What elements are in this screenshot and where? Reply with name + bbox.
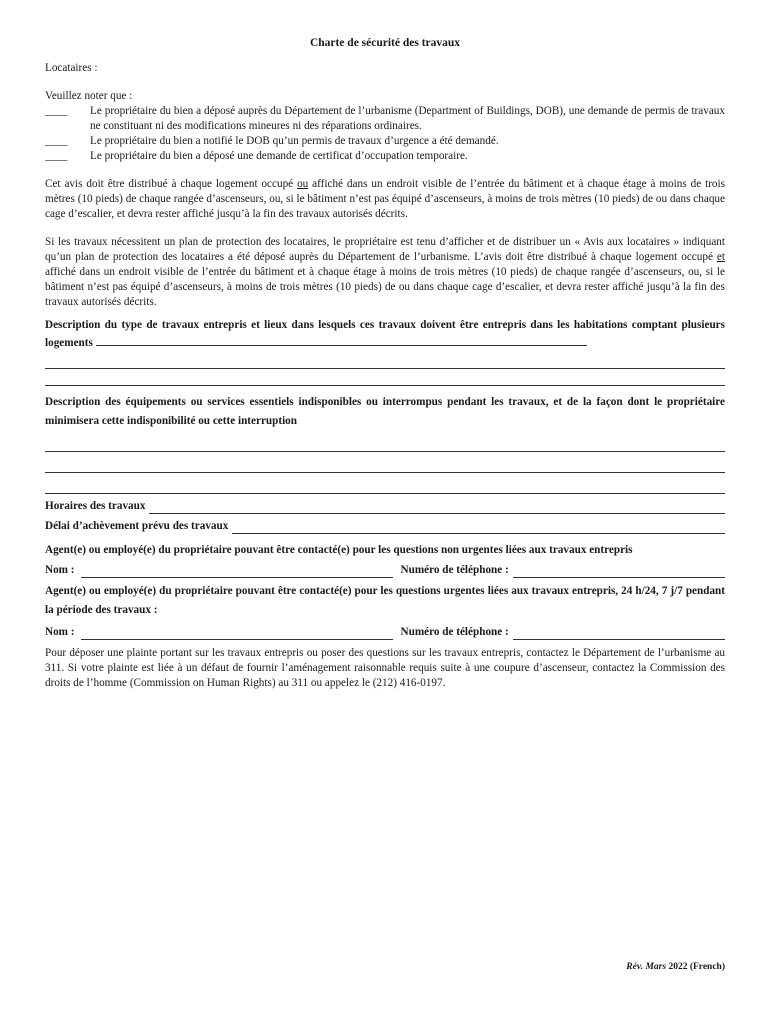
complaint-paragraph: Pour déposer une plainte portant sur les travaux entrepris ou poser des questions sur les travaux entrepris, contactez le Département de l’urbanisme au 311. Si votre plainte est liée à un défaut de fournir l’aménagement raisonnable requis suite à une coupure d’ascenseur, contactez la Commission des droits de l’homme (Commission on Human Rights) au 311 ou appelez le (212) 416-0197. [45,647,725,689]
work-description-section [45,316,725,386]
checkbox-item-emergency[interactable] [45,134,725,149]
work-description-label [45,316,725,352]
equipment-label: Description des équipements ou services essentiels indisponibles ou interrompus pendant les travaux, et de la façon dont le propriétaire minimisera cette indisponibilité ou cette interruption [45,396,725,427]
nonurgent-contact-row [45,560,725,578]
work-hours-label: Horaires des travaux [45,500,146,512]
nonurgent-phone-field[interactable] [513,566,725,578]
nonurgent-name-field[interactable] [81,566,393,578]
equipment-field[interactable] [45,452,725,473]
phone-label: Numéro de téléphone : [400,564,509,576]
para-text: Cet avis doit être distribué à chaque logement occupé [45,178,298,190]
revision-label: Rév. Mars [626,962,667,972]
checkbox-blank[interactable]: ____ [45,135,68,147]
equipment-section [45,393,725,494]
page-title: Charte de sécurité des travaux [309,37,461,49]
protection-plan-paragraph [45,235,725,310]
note-label: Veuillez noter que : [45,90,133,102]
work-description-field[interactable] [45,369,725,386]
para-text: affiché dans un endroit visible de l’entrée du bâtiment et à chaque étage à moins de trois mètres (10 pieds) de chaque rangée d’ascenseurs, ou, si le bâtiment n’est pas équipé d’ascenseurs, à moins de trois mètres (10 pieds) de ou dans chaque cage d’escalier, et devra rester affiché jusqu’à la fin des travaux autorisés décrits. [45,178,725,220]
urgent-name-field[interactable] [81,628,393,640]
equipment-field[interactable] [45,473,725,494]
document-body [45,61,725,691]
work-description-inline-field[interactable] [96,335,587,346]
work-description-text: Description du type de travaux entrepris et lieux dans lesquels ces travaux doivent être entrepris dans les habitations comptant plusieurs logements [45,319,725,349]
checkbox-text: Le propriétaire du bien a déposé auprès du Département de l’urbanisme (Department of Buildings, DOB), une demande de permis de travaux ne constituant ni des modifications mineures ni des réparations ordinaires. [90,105,725,132]
para-emphasis: et [716,251,725,263]
checkbox-blank[interactable]: ____ [45,150,68,162]
deadline-field[interactable] [232,522,725,534]
distribution-paragraph [45,177,725,222]
work-description-field[interactable] [45,352,725,369]
work-hours-field[interactable] [149,502,725,514]
deadline-label: Délai d’achèvement prévu des travaux [45,520,229,532]
phone-label: Numéro de téléphone : [400,626,509,638]
tenants-label: Locataires : [45,62,98,74]
nonurgent-contact-label: Agent(e) ou employé(e) du propriétaire pouvant être contacté(e) pour les questions non urgentes liées aux travaux entrepris [45,544,633,556]
checkbox-blank[interactable]: ____ [45,105,68,117]
work-hours-row [45,498,725,514]
para-text: Si les travaux nécessitent un plan de protection des locataires, le propriétaire est tenu d’afficher et de distribuer un « Avis aux locataires » indiquant qu’un plan de protection des locataires a été déposé auprès du Département de l’urbanisme. L’avis doit être distribué à chaque logement occupé [45,236,725,263]
checkbox-text: Le propriétaire du bien a déposé une demande de certificat d’occupation temporaire. [90,150,468,162]
urgent-phone-field[interactable] [513,628,725,640]
equipment-field[interactable] [45,431,725,452]
checkbox-item-permit[interactable] [45,104,725,134]
para-text: affiché dans un endroit visible de l’entrée du bâtiment et à chaque étage à moins de trois mètres (10 pieds) de chaque rangée d’ascenseurs, ou, si le bâtiment n’est pas équipé d’ascenseurs, à moins de trois mètres (10 pieds) de ou dans chaque cage d’escalier, et devra rester affiché jusqu’à la fin des travaux autorisés décrits. [45,266,725,308]
para-emphasis: ou [297,178,309,190]
name-label: Nom : [45,564,75,576]
urgent-contact-row [45,622,725,640]
checkbox-item-certificate[interactable] [45,149,725,164]
urgent-contact-label: Agent(e) ou employé(e) du propriétaire pouvant être contacté(e) pour les questions urgentes liées aux travaux entrepris, 24 h/24, 7 j/7 pendant la période des travaux : [45,585,725,616]
name-label: Nom : [45,626,75,638]
revision-footer [626,962,725,972]
deadline-row [45,518,725,534]
revision-year: 2022 (French) [668,962,725,972]
checkbox-text: Le propriétaire du bien a notifié le DOB qu’un permis de travaux d’urgence a été demandé. [90,135,499,147]
